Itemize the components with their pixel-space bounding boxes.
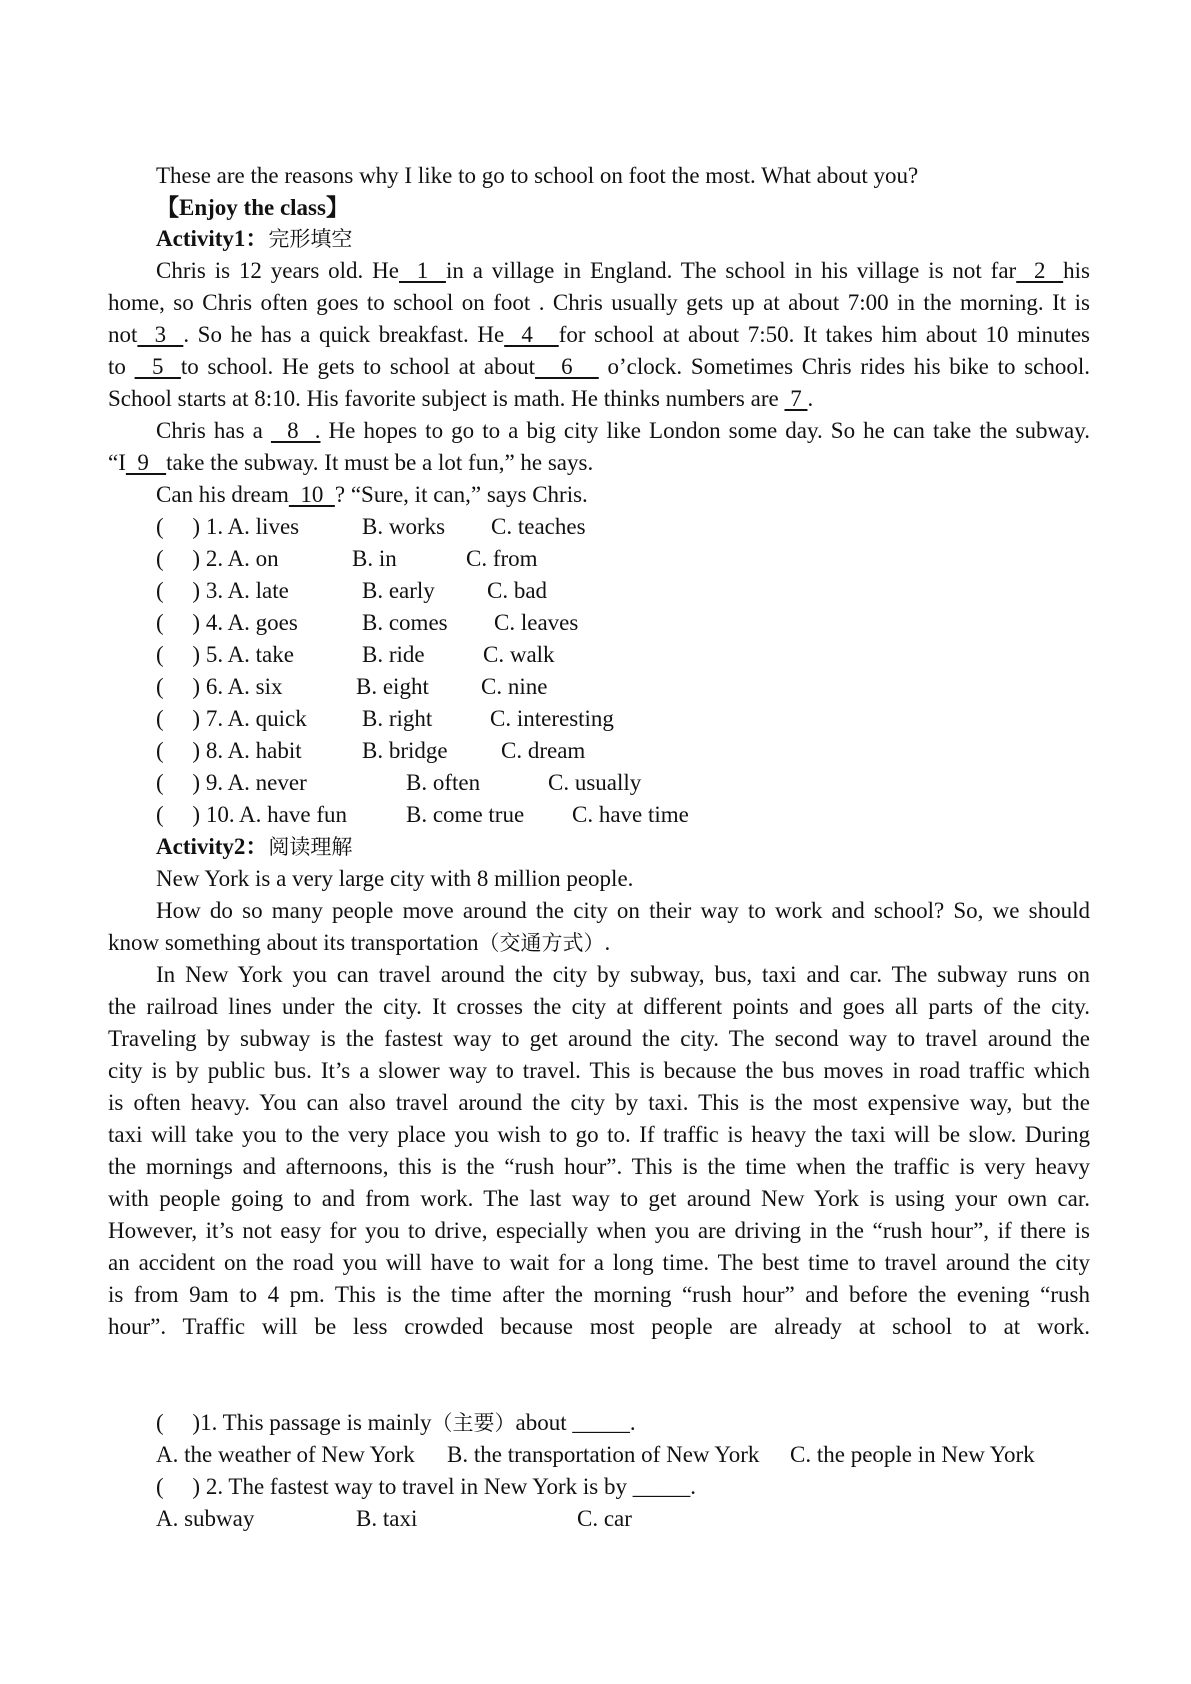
blank-3: 3 bbox=[137, 322, 184, 347]
blank-6: 6 bbox=[535, 354, 599, 379]
activity1-title: 完形填空 bbox=[268, 227, 353, 251]
reading-line-7: city is by public bus. It’s a slower way to travel. This is because the bus moves in road traffic which bbox=[108, 1058, 1090, 1083]
activity2-heading bbox=[156, 831, 1090, 863]
reading-line-3: know something about its transportation（交通方式）. bbox=[108, 930, 611, 955]
cloze-line-8: Can his dream 10 ? “Sure, it can,” says Chris. bbox=[156, 482, 588, 507]
section-heading: 【Enjoy the class】 bbox=[156, 195, 349, 220]
blank-8: 8 . bbox=[270, 418, 321, 443]
reading-line-8: is often heavy. You can also travel around the city by taxi. This is the most expensive way, but the bbox=[108, 1090, 1090, 1115]
reading-line-6: Traveling by subway is the fastest way to get around the city. The second way to travel around the bbox=[108, 1026, 1090, 1051]
cloze-line-4: to 5 to school. He gets to school at about 6 o’clock. Sometimes Chris rides his bike to school. bbox=[108, 354, 1090, 379]
reading-line-5: the railroad lines under the city. It crosses the city at different points and goes all parts of the city. bbox=[108, 994, 1090, 1019]
cloze-line-2: home, so Chris often goes to school on foot . Chris usually gets up at about 7:00 in the morning. It is bbox=[108, 290, 1090, 315]
reading-line-1: New York is a very large city with 8 million people. bbox=[156, 866, 634, 891]
blank-1: 1 bbox=[398, 258, 446, 283]
cloze-line-3: not 3 . So he has a quick breakfast. He 4 for school at about 7:50. It takes him about 10 minutes bbox=[108, 322, 1090, 347]
activity1-label: Activity1： bbox=[156, 226, 269, 251]
activity2-label: Activity2： bbox=[156, 834, 269, 859]
reading-line-10: the mornings and afternoons, this is the “rush hour”. This is the time when the traffic is very heavy bbox=[108, 1154, 1090, 1179]
reading-line-15: hour”. Traffic will be less crowded because most people are already at school to at work. bbox=[108, 1314, 1090, 1339]
activity2-title: 阅读理解 bbox=[268, 835, 353, 859]
worksheet-page: These are the reasons why I like to go to school on foot the most. What about you? 【Enjoy the class】 Activity1：完形填空 Chris is 12 years old. He 1 in a village in England. The school in his village is not far 2 his home, so Chris often goes to school on foot . Chris usually gets up at about 7:00 in the morning. It is not 3 . So he has a quick breakfast. He 4 for school at about 7:50. It takes him about 10 minutes to 5 to school. He gets to school at about 6 o’clock. Sometimes Chris rides his bike to school. School starts at 8:10. His favorite subject is math. He thinks numbers are 7 . Chris has a 8 . He hopes to go to a big city like London some day. So he can take the subway. “I 9 take the subway. It must be a lot fun,” he says. Can his dream 10 ? “Sure, it can,” says Chris. ( ) 1. A. lives B. works C. teaches ( ) 2. A. on B. in C. from ( ) 3. A. late B. early C. bad ( ) 4. A. goes B. comes C. leaves ( ) 5. A. take B. ride C. walk ( ) 6. A. six B. eight C. nine ( ) 7. A. quick B. right C. interesting ( ) 8. A. habit B. bridge C. dream ( ) 9. A. never B. often C. usually ( ) 10. A. have fun B. come true C. have time Activity2：阅读理解 New York is a very large city with 8 million people. How do so many people move around the city on their way to work and school? So, we should know something about its transportation（交通方式）. In New York you can travel around the city by subway, bus, taxi and car. The subway runs on the railroad lines under the city. It crosses the city at different points and goes all parts of the city. Traveling by subway is the fastest way to get around the city. The second way to travel around the city is by public bus. It’s a slower way to travel. This is because the bus moves in road traffic which is often heavy. You can also travel around the city by taxi. This is the most expensive way, but the taxi will take you to the very place you wish to go to. If traffic is heavy the taxi will be slow. During the mornings and afternoons, this is the “rush hour”. This is the time when the traffic is very heavy with people going to and from work. The last way to get around New York is using your own car. However, it’s not easy for you to drive, especially when you are driving in the “rush hour”, if there is an accident on the road you will have to wait for a long time. The best time to travel around the city is from 9am to 4 pm. This is the time after the morning “rush hour” and before the evening “rush hour”. Traffic will be less crowded because most people are already at school to at work. ( )1. This passage is mainly（主要）about _____. A. the weather of New York B. the transportation of New York C. the people in New York ( ) 2. The fastest way to travel in New York is by _____. A. subway B. taxi C. car bbox=[0, 0, 1191, 1684]
cloze-line-5: School starts at 8:10. His favorite subject is math. He thinks numbers are 7 . bbox=[108, 386, 814, 411]
cloze-line-7: “I 9 take the subway. It must be a lot fun,” he says. bbox=[108, 450, 594, 475]
reading-line-13: an accident on the road you will have to wait for a long time. The best time to travel around the city bbox=[108, 1250, 1090, 1275]
cloze-line-6: Chris has a 8 . He hopes to go to a big city like London some day. So he can take the subway. bbox=[156, 418, 1091, 443]
question-1: ( )1. This passage is mainly（主要）about _____. bbox=[156, 1410, 636, 1435]
blank-4: 4 bbox=[504, 322, 559, 347]
blank-2: 2 bbox=[1016, 258, 1064, 283]
reading-line-4: In New York you can travel around the city by subway, bus, taxi and car. The subway runs on bbox=[156, 962, 1090, 987]
question-2: ( ) 2. The fastest way to travel in New York is by _____. bbox=[156, 1474, 697, 1499]
activity1-heading bbox=[156, 223, 1090, 255]
intro-line: These are the reasons why I like to go to school on foot the most. What about you? bbox=[156, 163, 919, 188]
reading-line-2: How do so many people move around the city on their way to work and school? So, we should bbox=[156, 898, 1090, 923]
cloze-line-1: Chris is 12 years old. He 1 in a village in England. The school in his village is not far 2 his bbox=[156, 258, 1091, 283]
reading-line-14: is from 9am to 4 pm. This is the time after the morning “rush hour” and before the evening “rush bbox=[108, 1282, 1090, 1307]
blank-10: 10 bbox=[288, 482, 335, 507]
blank-7: 7 bbox=[784, 386, 808, 411]
reading-line-9: taxi will take you to the very place you wish to go to. If traffic is heavy the taxi will be slow. During bbox=[108, 1122, 1090, 1147]
blank-9: 9 bbox=[125, 450, 167, 475]
blank-5: 5 bbox=[134, 354, 181, 379]
reading-line-11: with people going to and from work. The last way to get around New York is using your own car. bbox=[108, 1186, 1090, 1211]
reading-line-12: However, it’s not easy for you to drive, especially when you are driving in the “rush hour”, if there is bbox=[108, 1218, 1090, 1243]
